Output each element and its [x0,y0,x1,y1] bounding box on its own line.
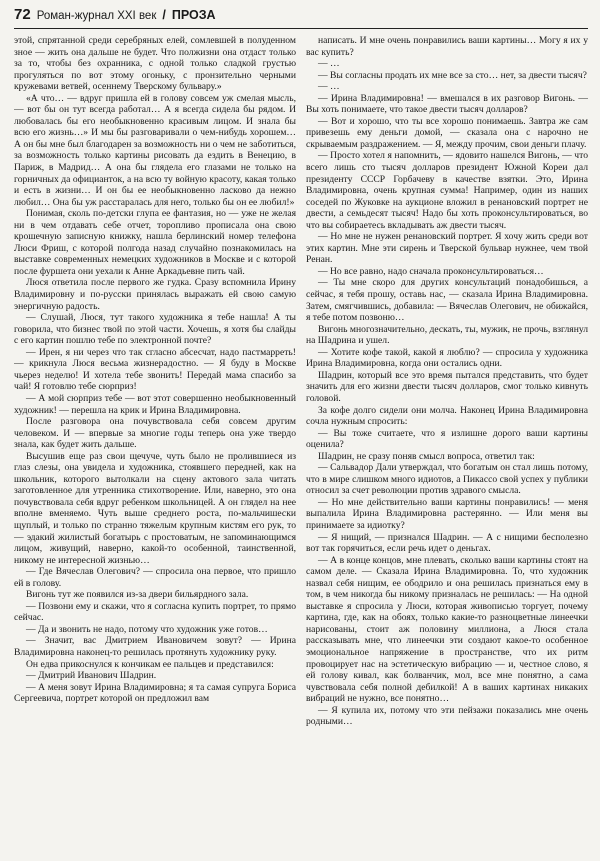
running-header [14,6,588,29]
page-number: 72 [14,6,31,23]
paragraph: Высушив еще раз свои щечуче, чуть было не пролившиеся из глаз слезы, она увидела и художника, стоявшего передней, как на школьник, которого вытолкали на сцену актового зала читать заготовленное для утренника стихотворение. Или, наверно, это она почувствовала себя вдруг ребенком школьницей. А он глядел на нее вполне вменяемо. Чуть выше среднего роста, по-мальчишески щуплый, и только по странно тяжелым крупным кистям его рук, то — эдакий жилистый богатырь с простоватым, не запоминающимся лицом, живущий, наверно, какой-то особенной, таинственной, никому не интересной жизнью… [14,450,296,566]
paragraph: — А мой сюрприз тебе — вот этот совершенно необыкновенный художник! — перешла на крик и Ирина Владимировна. [14,392,296,416]
paragraph: Шадрин, который все это время пытался представить, что будет значить для его жизни двести тысяч долларов, смог только кивнуть головой. [306,369,588,404]
paragraph: — Да и звонить не надо, потому что художник уже готов… [26,623,268,635]
paragraph: После разговора она почувствовала себя совсем другим человеком. И — впервые за многие годы теперь она уже твердо знала, как будет жить дальше. [14,416,296,451]
paragraph: — Ирина Владимировна! — вмешался в их разговор Вигонь. — Вы хоть понимаете, что такое двести тысяч долларов? [306,92,588,116]
paragraph: — Но мне действительно ваши картины понравились! — меня выпалила Ирина Владимировна растерянно. — Или меня вы принимаете за идиотку? [306,496,588,531]
paragraph: Шадрин, не сразу поняв смысл вопроса, ответил так: [318,450,535,462]
paragraph: — Ты мне скоро для других консультаций понадобишься, а сейчас, я тебя прошу, оставь нас, — сказала Ирина Владимировна. Затем, смягчившись, добавила: — Вячеслав Олегович, не обижайся, я тебе потом позвоню… [306,277,588,324]
paragraph: — Ирен, я ни через что так сгласно абсесчат, надо пастмарреть! — крикнула Люся весьма жизнерадостно. — Я буду в Москве чьерез неделю! И хотела тебе звонить! Передай мама спасибо за чай! Я готовлю тебе сюрприз! [14,346,296,393]
paragraph: — Сальвадор Дали утверждал, что богатым он стал лишь потому, что в мире слишком много идиотов, а Пикассо свой успех у публики относил за счет революции против здравого смысла. [306,462,588,497]
paragraph: — … [318,58,340,70]
paragraph: — Просто хотел я напомнить, — ядовито нашелся Вигонь, — что всего лишь сто тысяч долларов президент Южной Кореи дал президенту СССР Горбачеву в качестве взятки. Это, Ирина Владимировна, очень крупная сумма! Например, один из наших соседей по Жуковке на аукционе вложил в ренановский портрет не двести, а семьдесят тысяч! Надо бы хоть проконсультироваться, во что вы собираетесь вкладывать аж двести тысяч. [306,150,588,231]
journal-title: Роман-журнал XXI век [36,10,157,22]
paragraph: «А что… — вдруг пришла ей в голову совсем уж смелая мысль, — вот бы он тут всегда работал… А я всегда сидела бы рядом. И любовалась бы его необыкновенно красивым лицом. И знала бы всю его жизнь…» И мы бы разговаривали о чем-нибудь хорошем… А он бы мне был благодарен за возможность ни о чем не заботиться, за возможность только картины рисовать да ездить в Венецию, в Париж, в Мадрид… А она бы глядела его глазами не только на горничных да официанток, а на всю ту войную красоту, какая только и есть в жизни… И он бы ее необыкновенно ласково да нежно любил… Она бы уж расстаралась для него, только бы он ее любил!» [14,92,296,208]
paragraph: — Я нищий, — признался Шадрин. — А с нищими бесполезно вот так горячиться, если речь идет о деньгах. [306,531,588,555]
paragraph: — Значит, вас Дмитрием Ивановичем зовут? — Ирина Владимировна наконец-то решилась протянуть художнику руку. [14,635,296,658]
section-title: ПРОЗА [171,8,216,22]
paragraph: Вигонь многозначительно, дескать, ты, мужик, не прочь, взглянул на Шадрина и ушел. [306,323,588,347]
paragraph: За кофе долго сидели они молча. Наконец Ирина Владимировна сочла нужным спросить: [306,404,588,428]
paragraph: написать. И мне очень понравились ваши картины… Могу я их у вас купить? [306,35,588,58]
paragraph: — Я купила их, потому что эти пейзажи показались мне очень родными… [306,704,588,728]
paragraph: Понимая, сколь по-детски глупа ее фантазия, но — уже не желая ни в чем отдавать себе отчет, торопливо прописала она свою крошечную записную книжку, нашла берлинский номер телефона Люси Фриш, с которой полгода назад случайно познакомилась на выставке современных немецких художников в Москве и с которой после фуршета они уехали к Анне Аркадьевне пить чай. [14,208,296,277]
paragraph: — Вы согласны продать их мне все за сто… нет, за двести тысяч? [318,69,587,81]
paragraph: — Вы тоже считаете, что я излишне дорого ваши картины оценила? [306,427,588,451]
paragraph: — Позвони ему и скажи, что я согласна купить портрет, то прямо сейчас. [14,600,296,624]
paragraph: Он едва прикоснулся к кончикам ее пальцев и представился: [26,658,274,670]
paragraph: — … [318,81,340,93]
paragraph: — Дмитрий Иванович Шадрин. [26,670,157,682]
paragraph: — А меня зовут Ирина Владимировна; я та самая супруга Бориса Сергеевича, портрет которой он предложил вам [14,681,296,705]
paragraph: — Где Вячеслав Олегович? — спросила она первое, что пришло ей в голову. [14,566,296,589]
paragraph: — Вот и хорошо, что ты все хорошо понимаешь. Завтра же сам привезешь ему деньги домой, — сказала она с нарочно не скрываемым раздражением. — Я, между прочим, свои деньги плачу. [306,115,588,150]
paragraph: — А в конце концов, мне плевать, сколько ваши картины стоят на самом деле. — Сказала Ирина Владимировна. То, что художник назвал себя нищим, ее ободрило и она решилась признаться ему в том, в чем никогда бы никому призналась не решилась: — На одной выставке я спросила у Люси, которая живописью торгует, почему картина, где, как на обоях, только какие-то разноцветные линеечки нарисованы, стоит аж половину миллиона, а Люся стала рассказывать мне, что линеечки эти создают какое-то особенное эмоциональное напряжение в пространстве, что их ритм провоцирует нас на эстетическую вибрацию — и, честное слово, я ей голову кивал, как болванчик, мол, все мне понятно, а сама чувствовала себя полной дебилкой! А в ваших картинах никаких вибраций не нужно, все понятно… [306,554,588,705]
paragraph: этой, спрятанной среди серебряных елей, сомлевшей в полуденном зное — жить она дальше не будет. Что полжизни она отдаст только за то, чтобы без охранника, с одной только сладкой грустью прогуляться по вот этому огоньку, с пронзительно черными кружевами ветвей, осеннему Тверскому бульвару.» [14,35,296,93]
paragraph: — Хотите кофе такой, какой я люблю? — спросила у художника Ирина Владимировна, когда они остались одни. [306,346,588,370]
paragraph: — Но мне не нужен ренановский портрет. Я хочу жить среди вот этих картин. Мне эти сирень и Тверской бульвар нужнее, чем твой Ренан. [306,231,588,266]
paragraph: Люся ответила после первого же гудка. Сразу вспомнила Ирину Владимировну и по-русски принялась выражать ей свою самую энергичную радость. [14,277,296,312]
paragraph: — Но все равно, надо сначала проконсультироваться… [318,265,544,277]
text-columns [14,35,588,861]
right-column [306,35,588,861]
paragraph: — Слушай, Люся, тут такого художника я тебе нашла! А ты говорила, что бизнес твой по этой части. Хочешь, я хотя бы слайды с его картин пошлю тебе по электронной почте? [14,312,296,347]
header-separator: / [162,8,166,22]
left-column [14,35,296,861]
paragraph: Вигонь тут же появился из-за двери бильярдного зала. [26,589,249,601]
